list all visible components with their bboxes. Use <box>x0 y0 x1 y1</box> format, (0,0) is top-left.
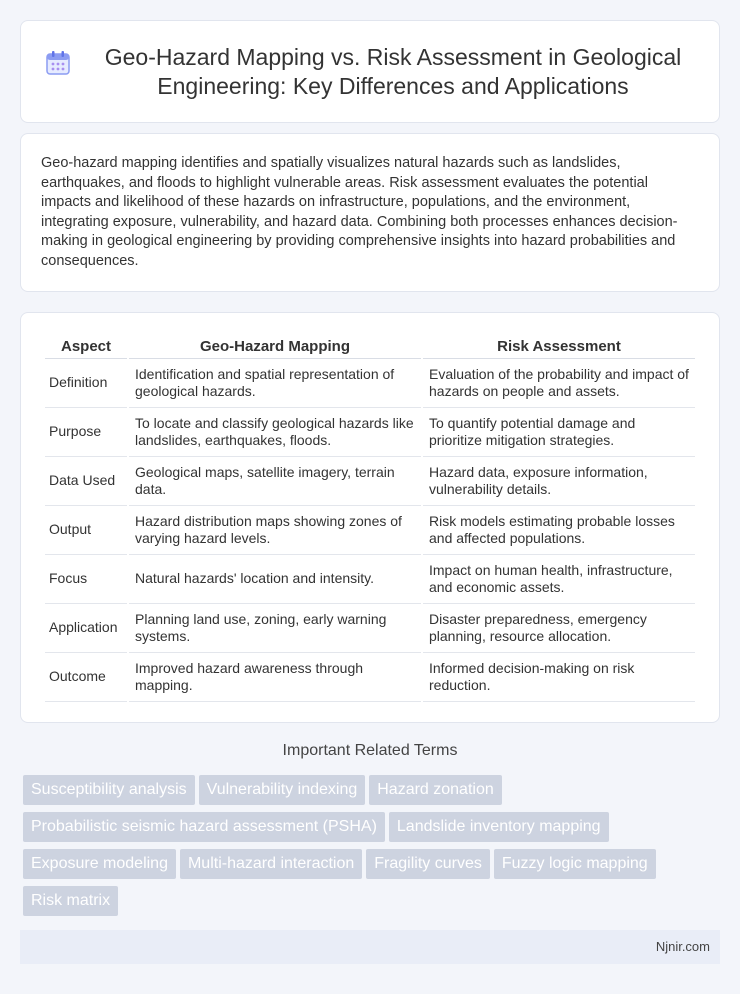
related-term-tag[interactable]: Exposure modeling <box>23 849 176 879</box>
header-risk-assessment: Risk Assessment <box>423 335 695 359</box>
table-row <box>45 506 695 555</box>
related-terms-tags <box>23 775 723 923</box>
header-geo-hazard-mapping: Geo-Hazard Mapping <box>129 335 421 359</box>
related-term-tag[interactable]: Probabilistic seismic hazard assessment (PSHA) <box>23 812 385 842</box>
row-geo-hazard-cell: Planning land use, zoning, early warning systems. <box>129 604 421 653</box>
row-risk-cell: Hazard data, exposure information, vulnerability details. <box>423 457 695 506</box>
row-aspect: Application <box>45 604 127 653</box>
calendar-icon <box>45 50 71 76</box>
table-row <box>45 604 695 653</box>
intro-card <box>20 133 720 292</box>
row-geo-hazard-cell: To locate and classify geological hazards like landslides, earthquakes, floods. <box>129 408 421 457</box>
row-aspect: Outcome <box>45 653 127 702</box>
footer-site-link[interactable]: Njnir.com <box>655 939 710 954</box>
row-geo-hazard-cell: Geological maps, satellite imagery, terrain data. <box>129 457 421 506</box>
row-risk-cell: Impact on human health, infrastructure, and economic assets. <box>423 555 695 604</box>
row-aspect: Data Used <box>45 457 127 506</box>
table-row <box>45 359 695 408</box>
intro-paragraph: Geo-hazard mapping identifies and spatially visualizes natural hazards such as landslides, earthquakes, and floods to highlight vulnerable areas. Risk assessment evaluates the potential impacts and likelihood of these hazards on infrastructure, populations, and the environment, integrating exposure, vulnerability, and hazard data. Combining both processes enhances decision-making in geological engineering by providing comprehensive insights into hazard probabilities and consequences. <box>41 155 678 269</box>
related-term-tag[interactable]: Risk matrix <box>23 886 118 916</box>
row-risk-cell: Evaluation of the probability and impact of hazards on people and assets. <box>423 359 695 408</box>
row-geo-hazard-cell: Natural hazards' location and intensity. <box>129 555 421 604</box>
header-card <box>20 20 720 123</box>
related-term-tag[interactable]: Vulnerability indexing <box>199 775 366 805</box>
row-aspect: Purpose <box>45 408 127 457</box>
row-risk-cell: Risk models estimating probable losses and affected populations. <box>423 506 695 555</box>
footer <box>20 930 720 964</box>
row-risk-cell: Informed decision-making on risk reduction. <box>423 653 695 702</box>
row-geo-hazard-cell: Identification and spatial representation of geological hazards. <box>129 359 421 408</box>
table-row <box>45 653 695 702</box>
row-aspect: Focus <box>45 555 127 604</box>
header-inner <box>45 43 695 101</box>
related-term-tag[interactable]: Landslide inventory mapping <box>389 812 609 842</box>
row-geo-hazard-cell: Improved hazard awareness through mapping. <box>129 653 421 702</box>
row-geo-hazard-cell: Hazard distribution maps showing zones of varying hazard levels. <box>129 506 421 555</box>
header-aspect: Aspect <box>45 335 127 359</box>
table-header-row <box>45 335 695 359</box>
row-risk-cell: Disaster preparedness, emergency planning, resource allocation. <box>423 604 695 653</box>
row-risk-cell: To quantify potential damage and prioritize mitigation strategies. <box>423 408 695 457</box>
related-term-tag[interactable]: Hazard zonation <box>369 775 502 805</box>
table-row <box>45 457 695 506</box>
comparison-table-card <box>20 312 720 723</box>
table-row <box>45 408 695 457</box>
comparison-table <box>43 335 697 702</box>
related-term-tag[interactable]: Susceptibility analysis <box>23 775 195 805</box>
related-terms-title: Important Related Terms <box>282 742 458 759</box>
row-aspect: Definition <box>45 359 127 408</box>
related-term-tag[interactable]: Multi-hazard interaction <box>180 849 362 879</box>
related-term-tag[interactable]: Fragility curves <box>366 849 490 879</box>
table-row <box>45 555 695 604</box>
row-aspect: Output <box>45 506 127 555</box>
page-title: Geo-Hazard Mapping vs. Risk Assessment in Geological Engineering: Key Differences and Applications <box>104 43 682 99</box>
related-term-tag[interactable]: Fuzzy logic mapping <box>494 849 656 879</box>
